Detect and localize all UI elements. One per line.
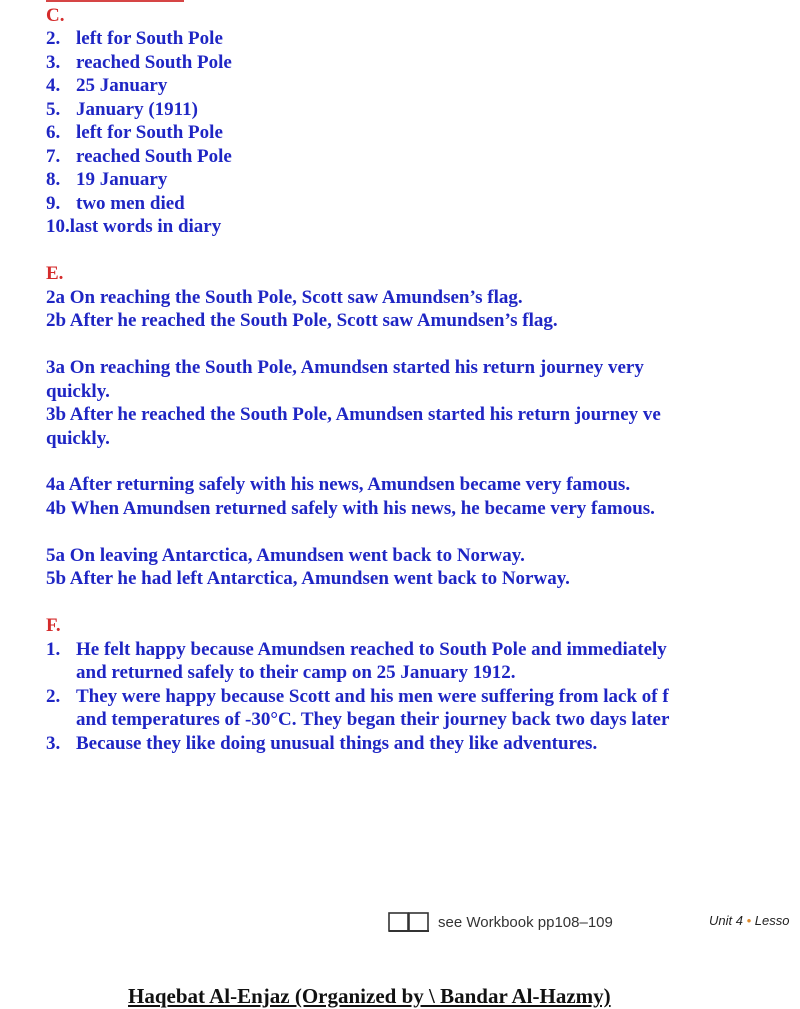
workbook-text: see Workbook pp108–109 [438,913,613,931]
section-f-heading: F. [46,615,61,636]
e-line-3b: 3b After he reached the South Pole, Amundsen started his return journey ve [46,404,661,425]
e-line-4b: 4b When Amundsen returned safely with his news, he became very famous. [46,498,655,519]
e-line-2a: 2a On reaching the South Pole, Scott saw Amundsen’s flag. [46,287,523,308]
e-line-3a: 3a On reaching the South Pole, Amundsen started his return journey very [46,357,644,378]
c-item-3: 3. reached South Pole [46,52,232,73]
e-line-5a: 5a On leaving Antarctica, Amundsen went back to Norway. [46,545,525,566]
top-red-rule [46,0,184,2]
f-item-1-cont: and returned safely to their camp on 25 January 1912. [76,662,516,683]
section-e-heading: E. [46,263,64,284]
f-item-3: 3. Because they like doing unusual things and they like adventures. [46,733,598,754]
section-c-heading: C. [46,5,65,26]
c-item-2: 2. left for South Pole [46,28,223,49]
e-line-2b: 2b After he reached the South Pole, Scott saw Amundsen’s flag. [46,310,558,331]
c-item-7: 7. reached South Pole [46,146,232,167]
e-line-3b-cont: quickly. [46,428,110,449]
book-icon [388,911,430,933]
page-footer: Haqebat Al-Enjaz (Organized by \ Bandar Al-Hazmy) [128,984,611,1008]
c-item-6: 6. left for South Pole [46,122,223,143]
unit-label: Unit 4 • Lesso [709,913,790,928]
c-item-10: 10.last words in diary [46,216,222,237]
f-item-1: 1. He felt happy because Amundsen reached to South Pole and immediately [46,639,667,660]
c-item-5: 5. January (1911) [46,99,198,120]
f-item-2: 2. They were happy because Scott and his men were suffering from lack of f [46,686,669,707]
c-item-4: 4. 25 January [46,75,168,96]
f-item-2-cont: and temperatures of -30°C. They began their journey back two days later [76,709,670,730]
c-item-9: 9. two men died [46,193,185,214]
workbook-reference [388,909,613,935]
e-line-5b: 5b After he had left Antarctica, Amundsen went back to Norway. [46,568,570,589]
e-line-3a-cont: quickly. [46,381,110,402]
e-line-4a: 4a After returning safely with his news, Amundsen became very famous. [46,474,631,495]
c-item-8: 8. 19 January [46,169,168,190]
